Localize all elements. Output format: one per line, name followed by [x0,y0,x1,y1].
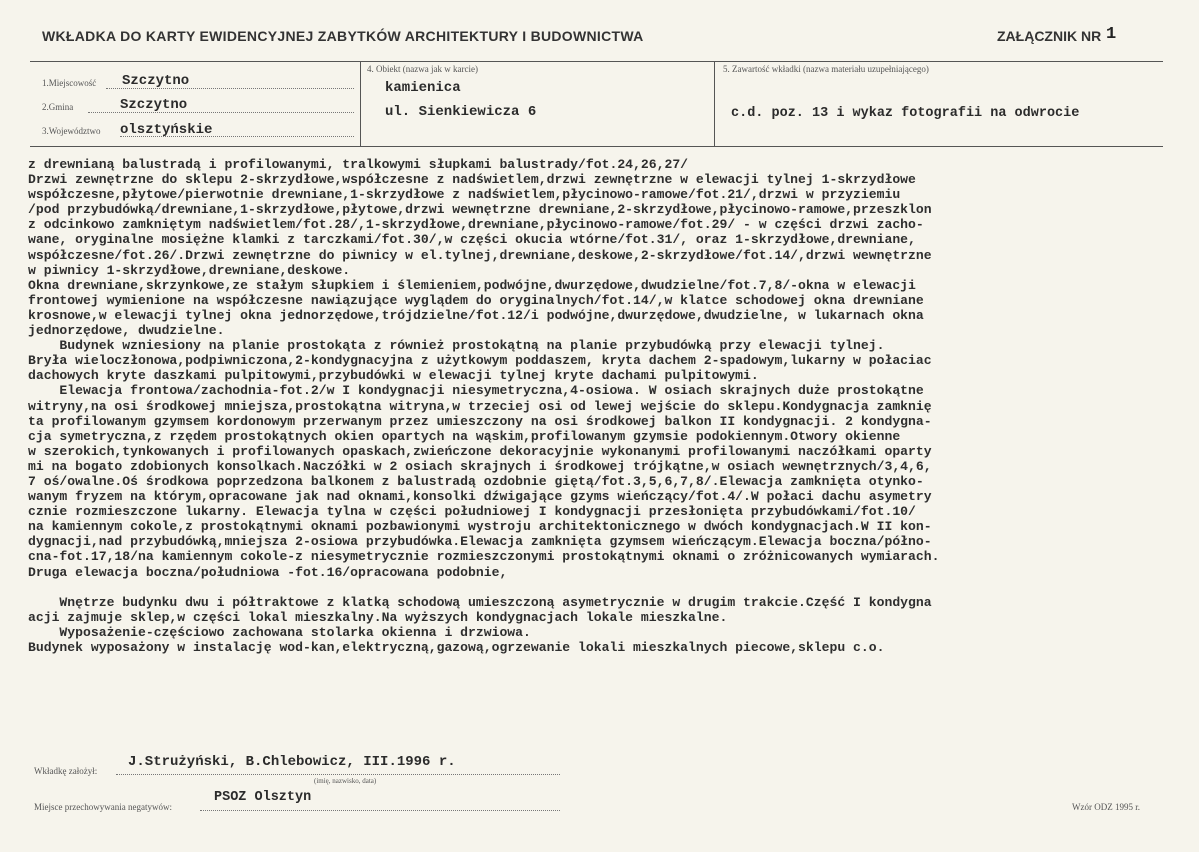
body-line: witryny,na osi środkowej mniejsza,prostokątna witryna,w trzeciej osi od lewej wejście do sklepu.Kondygnacja zamknię [28,398,932,414]
body-line: współczesne,płytowe/pierwotnie drewniane,1-skrzydłowe z nadświetlem,płycinowo-ramowe/fot.21/,drzwi w przyziemiu [28,187,901,203]
body-line: acji zajmuje sklep,w części lokal mieszkalny.Na wyższych kondygnacjach lokale mieszkalne. [28,609,728,625]
typed-description [28,157,1198,655]
body-line: cna-fot.17,18/na kamiennym cokole-z niesymetrycznie rozmieszczonymi prostokątnymi oknami o zróżnicowanych wymiarach. [28,549,940,565]
prepared-dotted-line [116,774,560,775]
object-box [360,61,715,147]
object-line-1: kamienica [385,80,461,96]
voivodeship-label: 3.Województwo [42,126,101,136]
body-line: w szerokich,tynkowanych i profilowanych opaskach,zwieńczone dekoracyjnie wykonanymi profilowanymi naczółkami oparty [28,443,932,459]
body-line: dygnacji,nad przybudówką,mniejsza 2-osiowa przybudówka.Elewacja zamknięta gzymsem wieńczącym.Elewacja boczna/półno- [28,534,932,550]
contents-box [714,61,1163,147]
body-line: /pod przybudówką/drewniane,1-skrzydłowe,płytowe,drzwi wewnętrzne drewniane,2-skrzydłowe,płycinowo-ramowe,przeszklon [28,202,932,218]
body-line: cja symetryczna,z rzędem prostokątnych okien opartych na wąskim,profilowanym gzymsie podokiennym.Otwory okienne [28,428,901,444]
body-line: Druga elewacja boczna/południowa -fot.16/opracowana podobnie, [28,564,508,580]
body-line: Wyposażenie-częściowo zachowana stolarka okienna i drzwiowa. [28,624,531,640]
storage-value: PSOZ Olsztyn [214,790,312,805]
body-line: Budynek wyposażony w instalację wod-kan,elektryczną,gazową,ogrzewanie lokali mieszkalnych piecowe,sklepu c.o. [28,640,885,655]
commune-label: 2.Gmina [42,102,74,112]
body-line: Bryła wieloczłonowa,podpiwniczona,2-kondygnacyjna z użytkowym poddaszem, kryta dachem 2-spadowym,lukarny w połaciac [28,353,932,369]
storage-label: Miejsce przechowywania negatywów: [34,802,172,812]
storage-dotted-line [200,810,560,811]
body-line: frontowej wymienione na współczesne nawiązujące wyglądem do oryginalnych/fot.14/,w klatce schodowej okna drewniane [28,292,924,308]
body-line: Budynek wzniesiony na planie prostokąta z również prostokątną na planie przybudówką przy elewacji tylnej. [28,338,885,354]
location-box [30,61,360,147]
body-line: na kamiennym cokole,z prostokątnymi oknami pozbawionymi wystroju architektonicznego w dwóch kondygnacjach.W II kon- [28,519,932,535]
voivodeship-value: olsztyńskie [120,122,213,138]
body-line: z odcinkowo zamkniętym nadświetlem/fot.28/,1-skrzydłowe,drewniane,płycinowo-ramowe/fot.29/ - w części drzwi zacho- [28,217,924,233]
commune-value: Szczytno [120,97,188,113]
body-line: jednorzędowe, dwudzielne. [28,323,225,339]
body-line: Okna drewniane,skrzynkowe,ze stałym słupkiem i ślemieniem,podwójne,dwurzędowe,dwudzielne/fot.7,8/-okna w elewacji [28,277,916,293]
town-value: Szczytno [122,73,190,89]
form-title: WKŁADKA DO KARTY EWIDENCYJNEJ ZABYTKÓW ARCHITEKTURY I BUDOWNICTWA [42,28,644,44]
attachment-label: ZAŁĄCZNIK NR [997,28,1102,44]
body-line: dachowych kryte daszkami pulpitowymi,przybudówki w elewacji tylnej kryte dachami pulpitowymi. [28,368,759,384]
body-line: Drzwi zewnętrzne do sklepu 2-skrzydłowe,współczesne z nadświetlem,drzwi zewnętrzne w elewacji tylnej 1-skrzydłowe [28,172,916,188]
form-reference: Wzór ODZ 1995 r. [1072,802,1140,812]
town-label: 1.Miejscowość [42,78,97,88]
body-line: Elewacja frontowa/zachodnia-fot.2/w I kondygnacji niesymetryczna,4-osiowa. W osiach skrajnych duże prostokątne [28,383,924,399]
body-line: Wnętrze budynku dwu i półtraktowe z klatką schodową umieszczoną asymetrycznie w drugim trakcie.Część I kondygna [28,594,932,610]
object-label: 4. Obiekt (nazwa jak w karcie) [367,64,478,74]
contents-value: c.d. poz. 13 i wykaz fotografii na odwrocie [731,106,1080,121]
prepared-hint: (imię, nazwisko, data) [314,777,377,785]
body-line: 7 oś/owalne.Oś środkowa poprzedzona balkonem z balustradą ozdobnie giętą/fot.3,5,6,7,8/.Elewacja zamknięta otynko- [28,473,924,489]
object-line-2: ul. Sienkiewicza 6 [385,104,537,120]
body-line: cznie rozmieszczone lukarny. Elewacja tylna w części południowej I kondygnacji przesłonięta przybudówkami/fot.10/ [28,504,916,520]
body-line: współczesne/fot.26/.Drzwi zewnętrzne do piwnicy w el.tylnej,drewniane,deskowe,2-skrzydłowe/fot.14/,drzwi wewnętrzne [28,247,932,263]
attachment-number: 1 [1106,25,1117,44]
contents-label: 5. Zawartość wkładki (nazwa materiału uzupełniającego) [723,64,929,74]
body-line: mi na bogato zdobionych konsolkach.Naczółki w 2 osiach skrajnych i środkowej trójkątne,w osiach wewnętrznych/3,4,6, [28,458,932,474]
body-line [28,580,1198,595]
prepared-value: J.Strużyński, B.Chlebowicz, III.1996 r. [128,754,456,770]
prepared-label: Wkładkę założył: [34,766,98,776]
body-line: wanym fryzem na którym,opracowane jak nad oknami,konsolki dźwigające gzyms wieńczący/fot.4/.W połaci dachu asymetry [28,489,932,505]
body-line: z drewnianą balustradą i profilowanymi, tralkowymi słupkami balustrady/fot.24,26,27/ [28,157,689,172]
body-line: ta profilowanym gzymsem kordonowym przerwanym przez umieszczony na osi środkowej balkon II kondygnacji. 2 kondygna- [28,413,932,429]
body-line: wane, oryginalne mosiężne klamki z tarczkami/fot.30/,w części okucia wtórne/fot.31/, oraz 1-skrzydłowe,drewniane, [28,232,916,248]
body-line: krosnowe,w elewacji tylnej okna jednorzędowe,trójdzielne/fot.12/i podwójne,dwurzędowe,dwudzielne, w lukarnach okna [28,307,924,323]
body-line: w piwnicy 1-skrzydłowe,drewniane,deskowe. [28,262,351,278]
